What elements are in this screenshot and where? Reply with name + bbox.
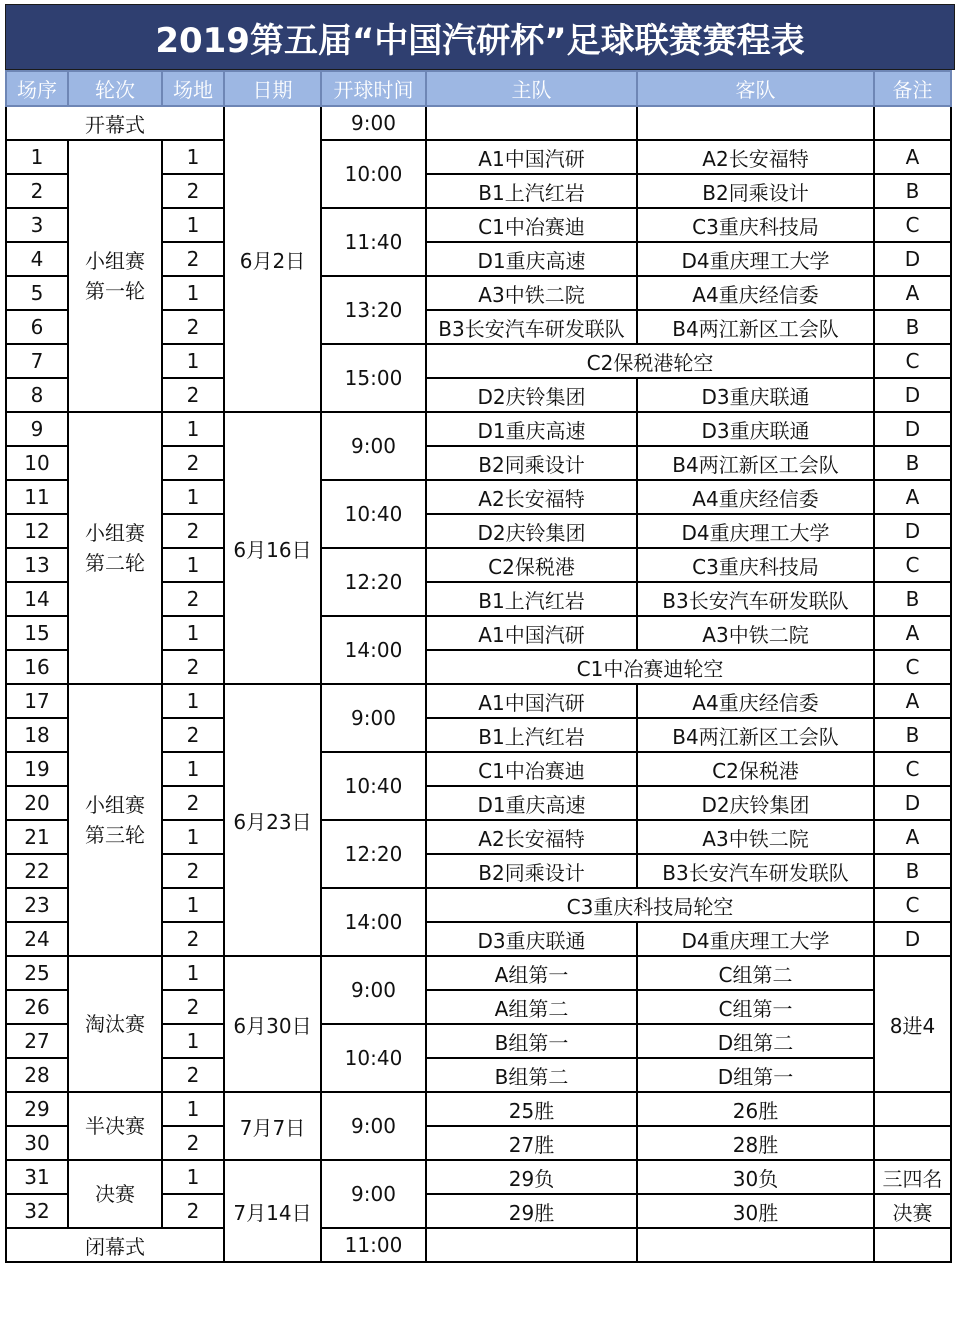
home-cell: C1中冶赛迪	[426, 752, 637, 786]
field-cell: 2	[162, 1194, 224, 1228]
note-cell: A	[874, 276, 951, 310]
date-cell: 7月14日	[224, 1160, 321, 1262]
note-cell	[874, 1126, 951, 1160]
round-cell	[68, 412, 162, 684]
field-cell: 2	[162, 650, 224, 684]
note-cell: D	[874, 514, 951, 548]
away-cell: B4两江新区工会队	[637, 310, 874, 344]
away-cell: B3长安汽车研发联队	[637, 582, 874, 616]
closing-label: 闭幕式	[6, 1228, 224, 1262]
away-cell: A4重庆经信委	[637, 480, 874, 514]
home-cell: A1中国汽研	[426, 140, 637, 174]
away-cell: B4两江新区工会队	[637, 718, 874, 752]
home-cell: B2同乘设计	[426, 854, 637, 888]
away-cell: D4重庆理工大学	[637, 242, 874, 276]
round-cell	[68, 1092, 162, 1160]
round-cell	[68, 1160, 162, 1228]
note-cell	[874, 1092, 951, 1126]
field-cell: 2	[162, 378, 224, 412]
schedule-table	[5, 70, 952, 1263]
away-cell: C2保税港	[637, 752, 874, 786]
away-cell	[637, 106, 874, 140]
match-no-cell: 30	[6, 1126, 68, 1160]
home-cell: B1上汽红岩	[426, 582, 637, 616]
field-cell: 1	[162, 276, 224, 310]
date-cell: 7月7日	[224, 1092, 321, 1160]
home-cell: B1上汽红岩	[426, 174, 637, 208]
table-row	[6, 1160, 951, 1194]
note-cell: 三四名	[874, 1160, 951, 1194]
match-no-cell: 24	[6, 922, 68, 956]
field-cell: 1	[162, 888, 224, 922]
opening-label: 开幕式	[6, 106, 224, 140]
date-cell: 6月23日	[224, 684, 321, 956]
match-no-cell: 15	[6, 616, 68, 650]
table-row	[6, 412, 951, 446]
time-cell: 12:20	[321, 548, 426, 616]
field-cell: 2	[162, 582, 224, 616]
away-cell: 26胜	[637, 1092, 874, 1126]
time-cell: 10:40	[321, 480, 426, 548]
table-row	[6, 684, 951, 718]
away-cell: 30负	[637, 1160, 874, 1194]
field-cell: 2	[162, 854, 224, 888]
time-cell: 13:20	[321, 276, 426, 344]
match-no-cell: 4	[6, 242, 68, 276]
field-cell: 2	[162, 990, 224, 1024]
field-cell: 2	[162, 310, 224, 344]
round-label: 小组赛第二轮	[85, 521, 145, 575]
round-label: 淘汰赛	[85, 1012, 145, 1036]
match-no-cell: 2	[6, 174, 68, 208]
match-no-cell: 14	[6, 582, 68, 616]
home-cell: A组第二	[426, 990, 637, 1024]
time-cell: 9:00	[321, 412, 426, 480]
field-cell: 2	[162, 242, 224, 276]
note-cell: A	[874, 616, 951, 650]
home-cell: D2庆铃集团	[426, 514, 637, 548]
away-cell: D3重庆联通	[637, 412, 874, 446]
note-cell: B	[874, 310, 951, 344]
field-cell: 1	[162, 548, 224, 582]
away-cell: 28胜	[637, 1126, 874, 1160]
home-cell: A1中国汽研	[426, 684, 637, 718]
opening-time: 9:00	[321, 106, 426, 140]
note-cell: B	[874, 174, 951, 208]
col-header-away: 客队	[637, 71, 874, 106]
time-cell: 9:00	[321, 956, 426, 1024]
home-cell: A2长安福特	[426, 480, 637, 514]
away-cell: B2同乘设计	[637, 174, 874, 208]
note-cell: D	[874, 786, 951, 820]
bye-cell: C2保税港轮空	[426, 344, 874, 378]
note-cell: D	[874, 412, 951, 446]
round-label: 决赛	[95, 1182, 135, 1206]
note-cell: D	[874, 242, 951, 276]
note-cell: A	[874, 820, 951, 854]
date-cell: 6月30日	[224, 956, 321, 1092]
note-cell: C	[874, 888, 951, 922]
round-cell	[68, 956, 162, 1092]
field-cell: 1	[162, 820, 224, 854]
note-cell: A	[874, 140, 951, 174]
field-cell: 2	[162, 514, 224, 548]
time-cell: 10:00	[321, 140, 426, 208]
away-cell: B4两江新区工会队	[637, 446, 874, 480]
away-cell: A3中铁二院	[637, 820, 874, 854]
home-cell: A组第一	[426, 956, 637, 990]
match-no-cell: 19	[6, 752, 68, 786]
away-cell: C组第二	[637, 956, 874, 990]
col-header-no: 场序	[6, 71, 68, 106]
col-header-time: 开球时间	[321, 71, 426, 106]
match-no-cell: 8	[6, 378, 68, 412]
time-cell: 11:40	[321, 208, 426, 276]
page-title: 2019第五届“中国汽研杯”足球联赛赛程表	[5, 4, 955, 70]
match-no-cell: 22	[6, 854, 68, 888]
match-no-cell: 13	[6, 548, 68, 582]
away-cell: A4重庆经信委	[637, 276, 874, 310]
table-row	[6, 140, 951, 174]
match-no-cell: 12	[6, 514, 68, 548]
note-cell: A	[874, 684, 951, 718]
away-cell: D组第二	[637, 1024, 874, 1058]
match-no-cell: 7	[6, 344, 68, 378]
field-cell: 1	[162, 1024, 224, 1058]
home-cell: B2同乘设计	[426, 446, 637, 480]
field-cell: 2	[162, 786, 224, 820]
col-header-round: 轮次	[68, 71, 162, 106]
match-no-cell: 26	[6, 990, 68, 1024]
match-no-cell: 18	[6, 718, 68, 752]
field-cell: 2	[162, 1126, 224, 1160]
note-cell: B	[874, 446, 951, 480]
away-cell: D4重庆理工大学	[637, 922, 874, 956]
home-cell	[426, 1228, 637, 1262]
time-cell: 14:00	[321, 888, 426, 956]
closing-time: 11:00	[321, 1228, 426, 1262]
date-cell: 6月2日	[224, 106, 321, 412]
home-cell: D2庆铃集团	[426, 378, 637, 412]
field-cell: 1	[162, 684, 224, 718]
field-cell: 1	[162, 140, 224, 174]
field-cell: 2	[162, 446, 224, 480]
col-header-note: 备注	[874, 71, 951, 106]
table-row	[6, 956, 951, 990]
away-cell: C组第一	[637, 990, 874, 1024]
table-row	[6, 1092, 951, 1126]
match-no-cell: 29	[6, 1092, 68, 1126]
note-cell: A	[874, 480, 951, 514]
home-cell: B组第一	[426, 1024, 637, 1058]
away-cell: A4重庆经信委	[637, 684, 874, 718]
time-cell: 15:00	[321, 344, 426, 412]
time-cell: 10:40	[321, 752, 426, 820]
note-cell: C	[874, 752, 951, 786]
away-cell: D4重庆理工大学	[637, 514, 874, 548]
field-cell: 1	[162, 480, 224, 514]
home-cell: A1中国汽研	[426, 616, 637, 650]
time-cell: 9:00	[321, 684, 426, 752]
home-cell: D1重庆高速	[426, 786, 637, 820]
match-no-cell: 11	[6, 480, 68, 514]
note-cell: 8进4	[874, 956, 951, 1092]
match-no-cell: 3	[6, 208, 68, 242]
time-cell: 14:00	[321, 616, 426, 684]
note-cell: D	[874, 378, 951, 412]
away-cell: C3重庆科技局	[637, 548, 874, 582]
home-cell: 29负	[426, 1160, 637, 1194]
field-cell: 1	[162, 1160, 224, 1194]
bye-cell: C3重庆科技局轮空	[426, 888, 874, 922]
match-no-cell: 9	[6, 412, 68, 446]
header-row	[6, 71, 951, 106]
opening-row	[6, 106, 951, 140]
note-cell: 决赛	[874, 1194, 951, 1228]
home-cell	[426, 106, 637, 140]
match-no-cell: 28	[6, 1058, 68, 1092]
field-cell: 2	[162, 718, 224, 752]
away-cell: A2长安福特	[637, 140, 874, 174]
time-cell: 10:40	[321, 1024, 426, 1092]
time-cell: 9:00	[321, 1160, 426, 1228]
round-label: 半决赛	[85, 1114, 145, 1138]
home-cell: B1上汽红岩	[426, 718, 637, 752]
match-no-cell: 27	[6, 1024, 68, 1058]
match-no-cell: 17	[6, 684, 68, 718]
date-cell: 6月16日	[224, 412, 321, 684]
home-cell: D1重庆高速	[426, 242, 637, 276]
field-cell: 1	[162, 208, 224, 242]
match-no-cell: 20	[6, 786, 68, 820]
away-cell: D组第一	[637, 1058, 874, 1092]
note-cell: B	[874, 854, 951, 888]
col-header-home: 主队	[426, 71, 637, 106]
note-cell: C	[874, 650, 951, 684]
field-cell: 1	[162, 344, 224, 378]
match-no-cell: 21	[6, 820, 68, 854]
away-cell: 30胜	[637, 1194, 874, 1228]
field-cell: 2	[162, 1058, 224, 1092]
closing-row	[6, 1228, 951, 1262]
note-cell	[874, 106, 951, 140]
note-cell: B	[874, 582, 951, 616]
match-no-cell: 6	[6, 310, 68, 344]
match-no-cell: 25	[6, 956, 68, 990]
round-cell	[68, 140, 162, 412]
col-header-date: 日期	[224, 71, 321, 106]
home-cell: D1重庆高速	[426, 412, 637, 446]
field-cell: 1	[162, 616, 224, 650]
match-no-cell: 23	[6, 888, 68, 922]
away-cell	[637, 1228, 874, 1262]
field-cell: 2	[162, 174, 224, 208]
away-cell: B3长安汽车研发联队	[637, 854, 874, 888]
home-cell: B组第二	[426, 1058, 637, 1092]
field-cell: 1	[162, 1092, 224, 1126]
time-cell: 12:20	[321, 820, 426, 888]
home-cell: C1中冶赛迪	[426, 208, 637, 242]
field-cell: 1	[162, 956, 224, 990]
note-cell: C	[874, 548, 951, 582]
home-cell: 29胜	[426, 1194, 637, 1228]
away-cell: D2庆铃集团	[637, 786, 874, 820]
field-cell: 1	[162, 752, 224, 786]
home-cell: A3中铁二院	[426, 276, 637, 310]
home-cell: D3重庆联通	[426, 922, 637, 956]
note-cell	[874, 1228, 951, 1262]
match-no-cell: 16	[6, 650, 68, 684]
round-cell	[68, 684, 162, 956]
home-cell: 27胜	[426, 1126, 637, 1160]
note-cell: C	[874, 208, 951, 242]
home-cell: 25胜	[426, 1092, 637, 1126]
bye-cell: C1中冶赛迪轮空	[426, 650, 874, 684]
home-cell: B3长安汽车研发联队	[426, 310, 637, 344]
round-label: 小组赛第一轮	[85, 249, 145, 303]
home-cell: A2长安福特	[426, 820, 637, 854]
note-cell: D	[874, 922, 951, 956]
match-no-cell: 5	[6, 276, 68, 310]
away-cell: C3重庆科技局	[637, 208, 874, 242]
home-cell: C2保税港	[426, 548, 637, 582]
match-no-cell: 32	[6, 1194, 68, 1228]
field-cell: 2	[162, 922, 224, 956]
note-cell: C	[874, 344, 951, 378]
time-cell: 9:00	[321, 1092, 426, 1160]
match-no-cell: 31	[6, 1160, 68, 1194]
note-cell: B	[874, 718, 951, 752]
round-label: 小组赛第三轮	[85, 793, 145, 847]
match-no-cell: 10	[6, 446, 68, 480]
away-cell: A3中铁二院	[637, 616, 874, 650]
col-header-field: 场地	[162, 71, 224, 106]
field-cell: 1	[162, 412, 224, 446]
match-no-cell: 1	[6, 140, 68, 174]
away-cell: D3重庆联通	[637, 378, 874, 412]
